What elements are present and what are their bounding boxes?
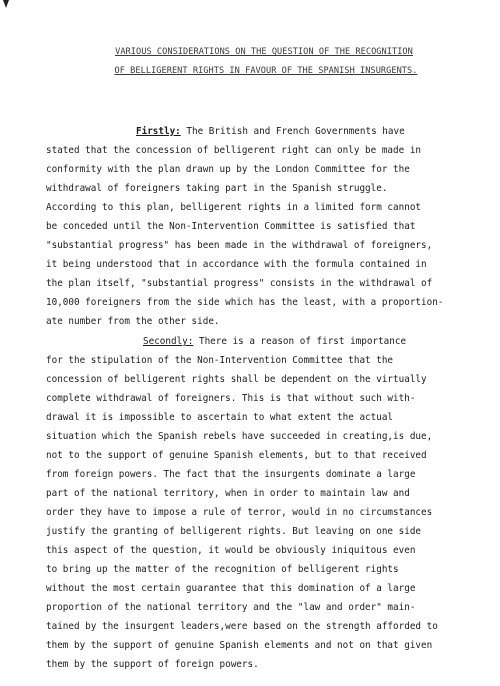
paragraph-1-lead: Firstly: xyxy=(136,126,181,137)
paragraph-2-line: concession of belligerent rights shall be dependent on the virtually xyxy=(46,374,427,385)
paragraph-1-line: it being understood that in accordance with the formula contained in xyxy=(46,259,427,270)
paragraph-2-line: from foreign powers. The fact that the insurgents dominate a large xyxy=(46,469,416,480)
paragraph-1-line: be conceded until the Non-Intervention Committee is satisfied that xyxy=(46,221,416,232)
paragraph-2-line: drawal it is impossible to ascertain to what extent the actual xyxy=(46,412,394,423)
paragraph-1-line: conformity with the plan drawn up by the London Committee for the xyxy=(46,164,410,175)
paragraph-2-line: situation which the Spanish rebels have succeeded in creating,is due, xyxy=(46,431,433,442)
paragraph-1-line: "substantial progress" has been made in the withdrawal of foreigners, xyxy=(46,240,433,251)
document-title-line-1: VARIOUS CONSIDERATIONS ON THE QUESTION OF THE RECOGNITION xyxy=(115,47,413,57)
paragraph-1-first-line xyxy=(136,126,405,137)
document-title-line-2: OF BELLIGERENT RIGHTS IN FAVOUR OF THE SPANISH INSURGENTS. xyxy=(114,66,418,76)
paragraph-2-first-line xyxy=(143,336,406,347)
paragraph-2-line: them by the support of foreign powers. xyxy=(46,659,259,670)
paragraph-2-lead: Secondly: xyxy=(143,336,194,347)
paragraph-2-line: order they have to impose a rule of terror, would in no circumstances xyxy=(46,507,433,518)
paragraph-2-line: tained by the insurgent leaders,were based on the strength afforded to xyxy=(46,621,438,632)
paragraph-1-line: According to this plan, belligerent rights in a limited form cannot xyxy=(46,202,422,213)
paragraph-2-first-line-text: There is a reason of first importance xyxy=(193,336,407,347)
paragraph-2-line: for the stipulation of the Non-Intervention Committee that the xyxy=(46,355,394,366)
paragraph-2-line: this aspect of the question, it would be obviously iniquitous even xyxy=(46,545,416,556)
corner-mark xyxy=(3,0,9,8)
paragraph-2-line: to bring up the matter of the recognition of belligerent rights xyxy=(46,564,399,575)
paragraph-2-line: them by the support of genuine Spanish elements and not on that given xyxy=(46,640,433,651)
paragraph-2-line: part of the national territory, when in order to maintain law and xyxy=(46,488,410,499)
paragraph-1-line: withdrawal of foreigners taking part in the Spanish struggle. xyxy=(46,183,388,194)
paragraph-1-first-line-text: The British and French Governments have xyxy=(180,126,405,137)
paragraph-2-line: complete withdrawal of foreigners. This is that without such with- xyxy=(46,393,416,404)
paragraph-1-line: ate number from the other side. xyxy=(46,316,220,327)
paragraph-1-line: stated that the concession of belligerent right can only be made in xyxy=(46,145,422,156)
paragraph-2-line: justify the granting of belligerent rights. But leaving on one side xyxy=(46,526,422,537)
paragraph-1-line: 10,000 foreigners from the side which has the least, with a proportion- xyxy=(46,297,444,308)
paragraph-2-line: proportion of the national territory and the "law and order" main- xyxy=(46,602,416,613)
paragraph-1-line: the plan itself, "substantial progress" consists in the withdrawal of xyxy=(46,278,433,289)
paragraph-2-line: not to the support of genuine Spanish elements, but to that received xyxy=(46,450,427,461)
paragraph-2-line: without the most certain guarantee that this domination of a large xyxy=(46,583,416,594)
